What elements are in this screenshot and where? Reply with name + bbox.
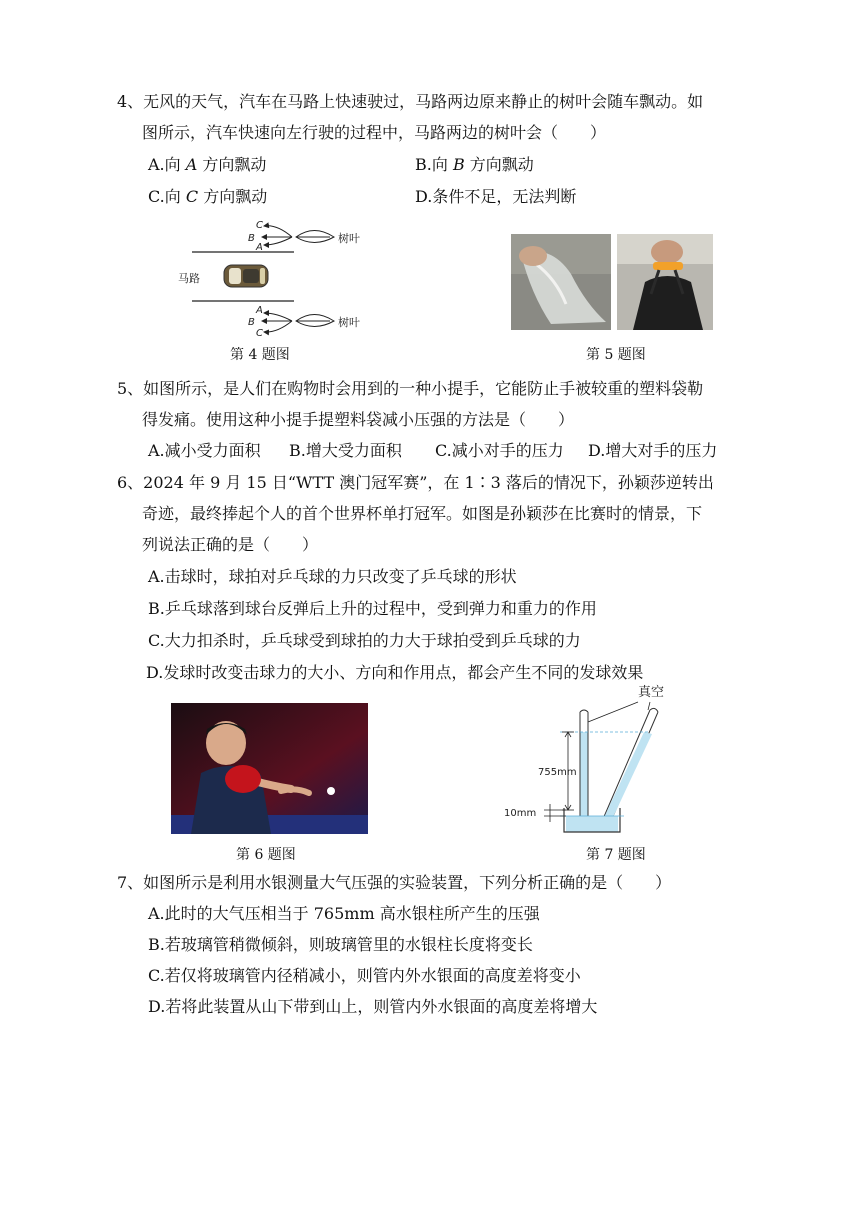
q5-photo-bag-hand bbox=[511, 234, 611, 330]
q4-stem-line1: 4、无风的天气，汽车在马路上快速驶过，马路两边原来静止的树叶会随车飘动。如 bbox=[117, 92, 704, 111]
leaf-label-top: 树叶 bbox=[338, 232, 360, 245]
q5-option-b: B.增大受力面积 bbox=[289, 441, 402, 460]
q7-torricelli-diagram bbox=[500, 680, 680, 836]
bottom-airflow-arrows bbox=[262, 313, 292, 332]
letter-b-top: B bbox=[248, 233, 255, 244]
q7-option-a: A.此时的大气压相当于 765mm 高水银柱所产生的压强 bbox=[148, 904, 540, 923]
q6-option-a: A.击球时，球拍对乒乓球的力只改变了乒乓球的形状 bbox=[148, 567, 517, 586]
depth-label: 10mm bbox=[504, 808, 537, 819]
q7-option-c: C.若仅将玻璃管内径稍减小，则管内外水银面的高度差将变小 bbox=[148, 966, 581, 985]
q4-option-a: A.向 A 方向飘动 bbox=[148, 155, 267, 174]
letter-c-bottom: C bbox=[256, 328, 263, 337]
leaf-icon-top bbox=[296, 231, 334, 243]
q5-option-d: D.增大对手的压力 bbox=[588, 441, 718, 460]
q7-caption: 第 7 题图 bbox=[586, 847, 646, 863]
q6-option-d: D.发球时改变击球力的大小、方向和作用点，都会产生不同的发球效果 bbox=[146, 663, 644, 682]
q4-stem-line2: 图所示，汽车快速向左行驶的过程中，马路两边的树叶会（ ） bbox=[142, 123, 607, 142]
q5-photo-handle-bag bbox=[617, 234, 713, 330]
q5-stem-line1: 5、如图所示，是人们在购物时会用到的一种小提手，它能防止手被较重的塑料袋勒 bbox=[117, 379, 704, 398]
leaf-label-bottom: 树叶 bbox=[338, 316, 360, 329]
leaf-icon-bottom bbox=[296, 315, 334, 327]
q6-stem-line2: 奇迹，最终捧起个人的首个世界杯单打冠军。如图是孙颖莎在比赛时的情景，下 bbox=[142, 504, 703, 523]
q5-option-c: C.减小对手的压力 bbox=[435, 441, 564, 460]
q5-stem-line2: 得发痛。使用这种小提手提塑料袋减小压强的方法是（ ） bbox=[142, 410, 575, 429]
q6-stem-line1: 6、2024 年 9 月 15 日“WTT 澳门冠军赛”，在 1∶3 落后的情况下，孙颖莎逆转出 bbox=[117, 473, 714, 492]
letter-a-bottom: A bbox=[256, 305, 263, 316]
top-airflow-arrows bbox=[262, 226, 292, 245]
q5-caption: 第 5 题图 bbox=[586, 347, 646, 363]
q4-option-b: B.向 B 方向飘动 bbox=[415, 155, 534, 174]
q7-stem-line1: 7、如图所示是利用水银测量大气压强的实验装置，下列分析正确的是（ ） bbox=[117, 873, 672, 892]
q6-option-b: B.乒乓球落到球台反弹后上升的过程中，受到弹力和重力的作用 bbox=[148, 599, 597, 618]
q7-option-d: D.若将此装置从山下带到山上，则管内外水银面的高度差将增大 bbox=[148, 997, 598, 1016]
letter-b-bottom: B bbox=[248, 317, 255, 328]
letter-c-top: C bbox=[256, 220, 263, 231]
q6-option-c: C.大力扣杀时，乒乓球受到球拍的力大于球拍受到乒乓球的力 bbox=[148, 631, 581, 650]
height-label: 755mm bbox=[538, 767, 577, 778]
q6-stem-line3: 列说法正确的是（ ） bbox=[142, 535, 319, 554]
vacuum-label: 真空 bbox=[638, 685, 665, 700]
q4-caption: 第 4 题图 bbox=[230, 347, 290, 363]
q4-option-d: D.条件不足，无法判断 bbox=[415, 187, 577, 206]
q6-photo-table-tennis bbox=[171, 703, 368, 834]
q4-option-c: C.向 C 方向飘动 bbox=[148, 187, 268, 206]
q7-option-b: B.若玻璃管稍微倾斜，则玻璃管里的水银柱长度将变长 bbox=[148, 935, 533, 954]
road-label: 马路 bbox=[178, 272, 200, 285]
q5-option-a: A.减小受力面积 bbox=[148, 441, 261, 460]
car-icon bbox=[224, 265, 268, 287]
q4-road-diagram bbox=[172, 212, 372, 337]
letter-a-top: A bbox=[256, 242, 263, 253]
q6-caption: 第 6 题图 bbox=[236, 847, 296, 863]
